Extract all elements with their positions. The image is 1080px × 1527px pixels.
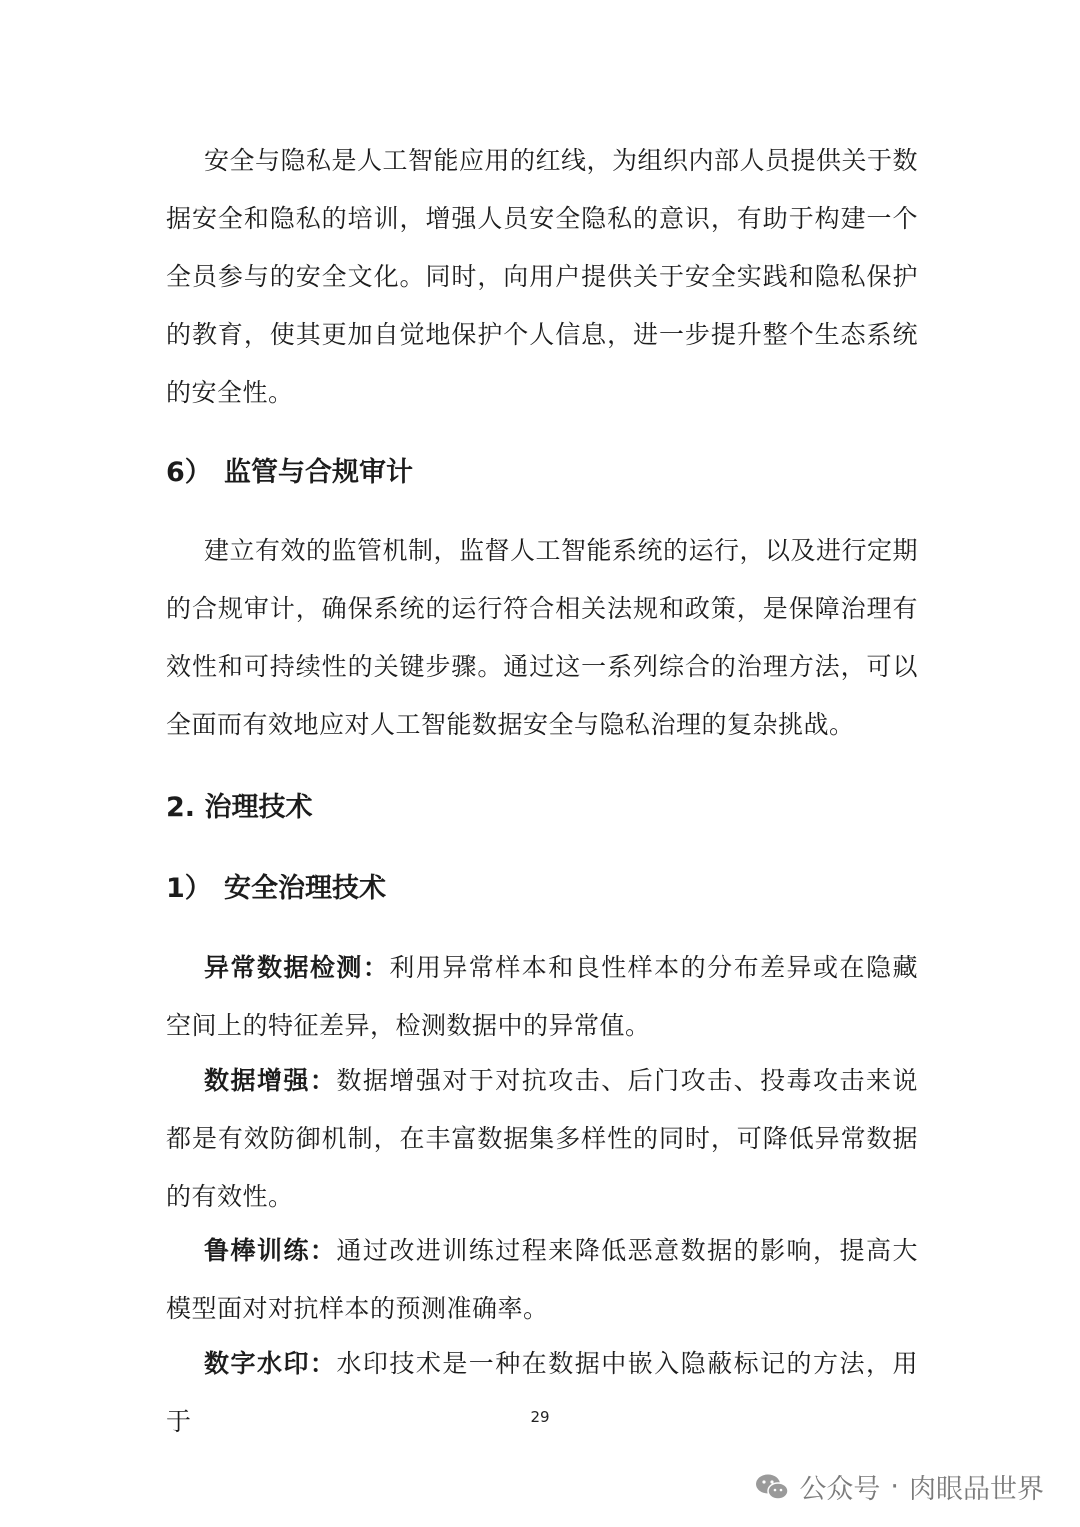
item-text: 利用异常样本和良性样本的分布差异或在隐藏空间上的特征差异，检测数据中的异常值。 (166, 953, 918, 1040)
heading-number: 1） (166, 873, 212, 904)
watermark-footer (755, 1467, 1044, 1506)
section-heading-governance-tech: 2. 治理技术 (166, 792, 313, 823)
item-term: 数据增强： (204, 1066, 337, 1095)
item-term: 鲁棒训练： (204, 1236, 337, 1265)
account-name: 肉眼品世界 (909, 1474, 1044, 1505)
item-text: 数据增强对于对抗攻击、后门攻击、投毒攻击来说都是有效防御机制，在丰富数据集多样性的同时，可降低异常数据的有效性。 (166, 1066, 918, 1211)
page-number: 29 (530, 1408, 550, 1426)
heading-number: 6） (166, 457, 212, 488)
item-digital-watermark (166, 1335, 918, 1451)
item-robust-training (166, 1222, 918, 1338)
heading-title: 安全治理技术 (224, 873, 386, 904)
heading-security-governance-tech (166, 866, 386, 905)
item-data-augmentation (166, 1052, 918, 1226)
item-text: 通过改进训练过程来降低恶意数据的影响，提高大模型面对对抗样本的预测准确率。 (166, 1236, 918, 1323)
paragraph-supervision: 建立有效的监管机制，监督人工智能系统的运行，以及进行定期的合规审计，确保系统的运行符合相关法规和政策，是保障治理有效性和可持续性的关键步骤。通过这一系列综合的治理方法，可以全面而有效地应对人工智能数据安全与隐私治理的复杂挑战。 (166, 536, 919, 739)
item-text: 水印技术是一种在数据中嵌入隐蔽标记的方法，用于 (166, 1349, 918, 1436)
separator: · (890, 1471, 899, 1502)
account-label: 公众号 (799, 1474, 881, 1505)
item-term: 数字水印： (204, 1349, 337, 1378)
item-anomaly-detection (166, 939, 918, 1055)
paragraph-security-training: 安全与隐私是人工智能应用的红线，为组织内部人员提供关于数据安全和隐私的培训，增强人员安全隐私的意识，有助于构建一个全员参与的安全文化。同时，向用户提供关于安全实践和隐私保护的教育，使其更加自觉地保护个人信息，进一步提升整个生态系统的安全性。 (166, 146, 919, 407)
heading-title: 监管与合规审计 (224, 457, 413, 488)
heading-supervision-audit (166, 450, 413, 489)
wechat-icon (755, 1473, 789, 1501)
item-term: 异常数据检测： (204, 953, 390, 982)
